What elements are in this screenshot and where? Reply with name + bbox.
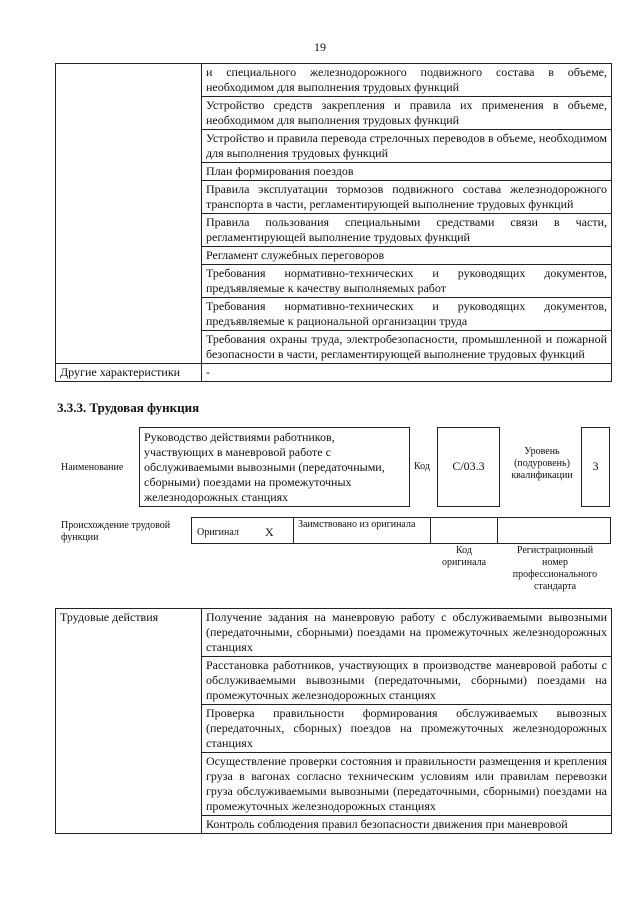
registration-caption: Регистрационный номер профессионального стандарта bbox=[512, 545, 598, 592]
level-box bbox=[581, 427, 610, 507]
section-title: 3.3.3. Трудовая функция bbox=[57, 400, 200, 415]
table-row bbox=[56, 64, 612, 97]
page-number: 19 bbox=[314, 40, 326, 54]
knowledge-table bbox=[55, 63, 612, 382]
table-cell: Регламент служебных переговоров bbox=[202, 247, 612, 265]
actions-label: Трудовые действия bbox=[56, 609, 202, 834]
function-name-box bbox=[139, 427, 410, 507]
borrowed-label: Заимствовано из оригинала bbox=[298, 519, 416, 530]
origin-divider bbox=[293, 517, 294, 544]
code-box bbox=[437, 427, 500, 507]
origin-divider bbox=[497, 517, 498, 544]
table-cell: и специального железнодорожного подвижного состава в объеме, необходимом для выполнения трудовых функций bbox=[202, 64, 612, 97]
table-cell: Контроль соблюдения правил безопасности движения при маневровой bbox=[202, 816, 612, 834]
actions-table bbox=[55, 608, 612, 834]
table-cell: Получение задания на маневровую работу с обслуживаемыми вывозными (передаточными, сборными) поездами на промежуточных железнодорожных станциях bbox=[202, 609, 612, 657]
level-value: 3 bbox=[592, 459, 599, 473]
level-label: Уровень (подуровень) квалификации bbox=[511, 446, 573, 481]
original-mark: X bbox=[265, 525, 274, 539]
origin-label: Происхождение трудовой функции bbox=[61, 520, 171, 543]
original-label: Оригинал bbox=[197, 527, 239, 538]
table-cell: Требования нормативно-технических и руководящих документов, предъявляемые к рациональной организации труда bbox=[202, 298, 612, 331]
code-original-caption: Код оригинала bbox=[441, 545, 487, 568]
table-cell: План формирования поездов bbox=[202, 163, 612, 181]
function-name-value: Руководство действиями работников, участвующих в маневровой работе с обслуживаемыми вывозными (передаточными, сборными) поездами на промежуточных железнодорожных станциях bbox=[144, 430, 385, 504]
table-cell: Устройство и правила перевода стрелочных переводов в объеме, необходимом для выполнения трудовых функций bbox=[202, 130, 612, 163]
table-cell: Осуществление проверки состояния и правильности размещения и крепления груза в вагонах согласно техническим условиям или правилам перевозки груза обслуживаемыми вывозными (передаточными, сборными) поездами на промежуточных железнодорожных станциях bbox=[202, 753, 612, 816]
table-cell: Проверка правильности формирования обслуживаемых вывозных (передаточных, сборных) поездов на промежуточных железнодорожных станциях bbox=[202, 705, 612, 753]
table-cell: Требования нормативно-технических и руководящих документов, предъявляемые к качеству выполняемых работ bbox=[202, 265, 612, 298]
origin-divider bbox=[430, 517, 431, 544]
table-cell: Правила пользования специальными средствами связи в части, регламентирующей выполнение трудовых функций bbox=[202, 214, 612, 247]
table-cell: Устройство средств закрепления и правила их применения в объеме, необходимом для выполнения трудовых функций bbox=[202, 97, 612, 130]
code-value: С/03.3 bbox=[452, 459, 485, 473]
table-cell: Требования охраны труда, электробезопасности, промышленной и пожарной безопасности в части, регламентирующей выполнение трудовых функций bbox=[202, 331, 612, 364]
table-cell: Расстановка работников, участвующих в производстве маневровой работы с обслуживаемыми вывозными (передаточными, сборными) поездами на промежуточных железнодорожных станциях bbox=[202, 657, 612, 705]
table-row bbox=[56, 609, 612, 657]
table-row bbox=[56, 364, 612, 382]
table-cell: Правила эксплуатации тормозов подвижного состава железнодорожного транспорта в части, регламентирующей выполнение трудовых функций bbox=[202, 181, 612, 214]
other-characteristics-label: Другие характеристики bbox=[56, 364, 202, 382]
code-label: Код bbox=[414, 461, 430, 472]
name-label: Наименование bbox=[61, 462, 124, 473]
empty-label-cell bbox=[56, 64, 202, 364]
other-characteristics-value: - bbox=[202, 364, 612, 382]
